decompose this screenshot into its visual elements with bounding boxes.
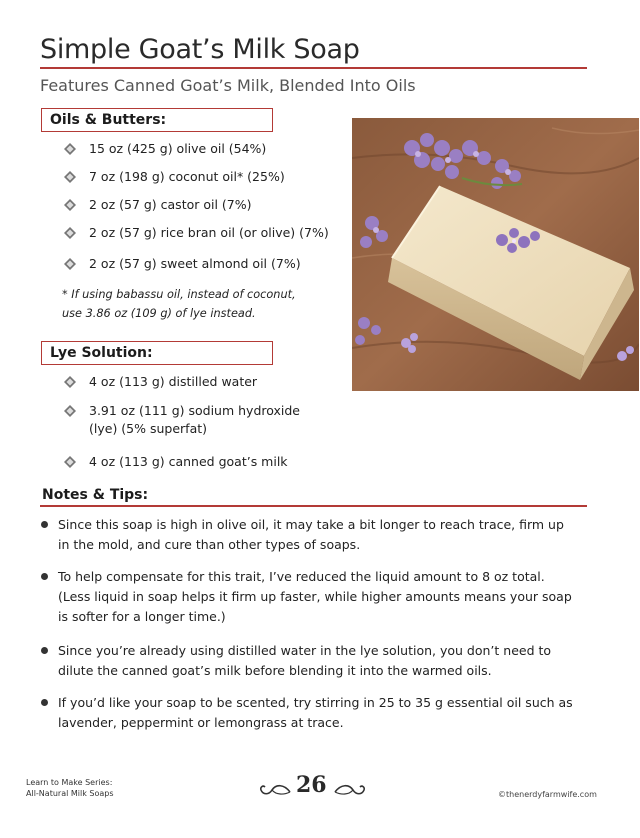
title-divider (40, 67, 587, 69)
note-item: Since you’re already using distilled water in the lye solution, you don’t need to dilute the canned goat’s milk before blending it into the warmed oils. (40, 641, 600, 693)
bullet-icon (41, 573, 48, 580)
ingredient-item: 3.91 oz (111 g) sodium hydroxide (lye) (5% superfat) (63, 402, 343, 453)
ingredient-item: 2 oz (57 g) sweet almond oil (7%) (63, 255, 343, 283)
ingredient-item: 7 oz (198 g) coconut oil* (25%) (63, 168, 343, 196)
oils-footnote (62, 285, 332, 323)
note-item: If you’d like your soap to be scented, try stirring in 25 to 35 g essential oil such as lavender, peppermint or lemongrass at trace. (40, 693, 600, 733)
footnote-line: * If using babassu oil, instead of coconut, (62, 288, 296, 301)
notes-list (40, 515, 600, 733)
diamond-bullet-icon (63, 170, 77, 184)
diamond-bullet-icon (63, 257, 77, 271)
diamond-bullet-icon (63, 142, 77, 156)
page-title: Simple Goat’s Milk Soap (40, 34, 360, 65)
bullet-icon (41, 699, 48, 706)
page-subtitle: Features Canned Goat’s Milk, Blended Into Oils (40, 76, 416, 95)
footer-series (26, 777, 114, 799)
ingredient-item: 4 oz (113 g) canned goat’s milk (63, 453, 343, 471)
ingredient-item: 4 oz (113 g) distilled water (63, 373, 343, 402)
diamond-bullet-icon (63, 226, 77, 240)
diamond-bullet-icon (63, 198, 77, 212)
series-line: Learn to Make Series: (26, 778, 113, 787)
lye-heading-box: Lye Solution: (41, 341, 273, 365)
ingredient-item: 2 oz (57 g) rice bran oil (or olive) (7%) (63, 224, 343, 255)
page-number: 26 (296, 772, 327, 798)
oils-heading-box: Oils & Butters: (41, 108, 273, 132)
soap-photo (352, 118, 639, 391)
bullet-icon (41, 521, 48, 528)
diamond-bullet-icon (63, 375, 77, 389)
diamond-bullet-icon (63, 404, 77, 418)
ingredient-item: 15 oz (425 g) olive oil (54%) (63, 140, 343, 168)
notes-divider (40, 505, 587, 507)
note-item: Since this soap is high in olive oil, it may take a bit longer to reach trace, firm up in the mold, and cure than other types of soaps. (40, 515, 600, 567)
footnote-line: use 3.86 oz (109 g) of lye instead. (62, 307, 256, 320)
flourish-left-icon (258, 780, 292, 798)
oils-list (63, 140, 343, 283)
series-line: All-Natural Milk Soaps (26, 789, 114, 798)
ingredient-item: 2 oz (57 g) castor oil (7%) (63, 196, 343, 224)
footer-site: ©thenerdyfarmwife.com (498, 790, 597, 799)
lye-list (63, 373, 343, 471)
diamond-bullet-icon (63, 455, 77, 469)
notes-heading: Notes & Tips: (42, 487, 149, 503)
bullet-icon (41, 647, 48, 654)
flourish-right-icon (333, 780, 367, 798)
note-item: To help compensate for this trait, I’ve reduced the liquid amount to 8 oz total. (Less liquid in soap helps it firm up faster, while higher amounts means your soap is softer for a longer time.) (40, 567, 600, 641)
